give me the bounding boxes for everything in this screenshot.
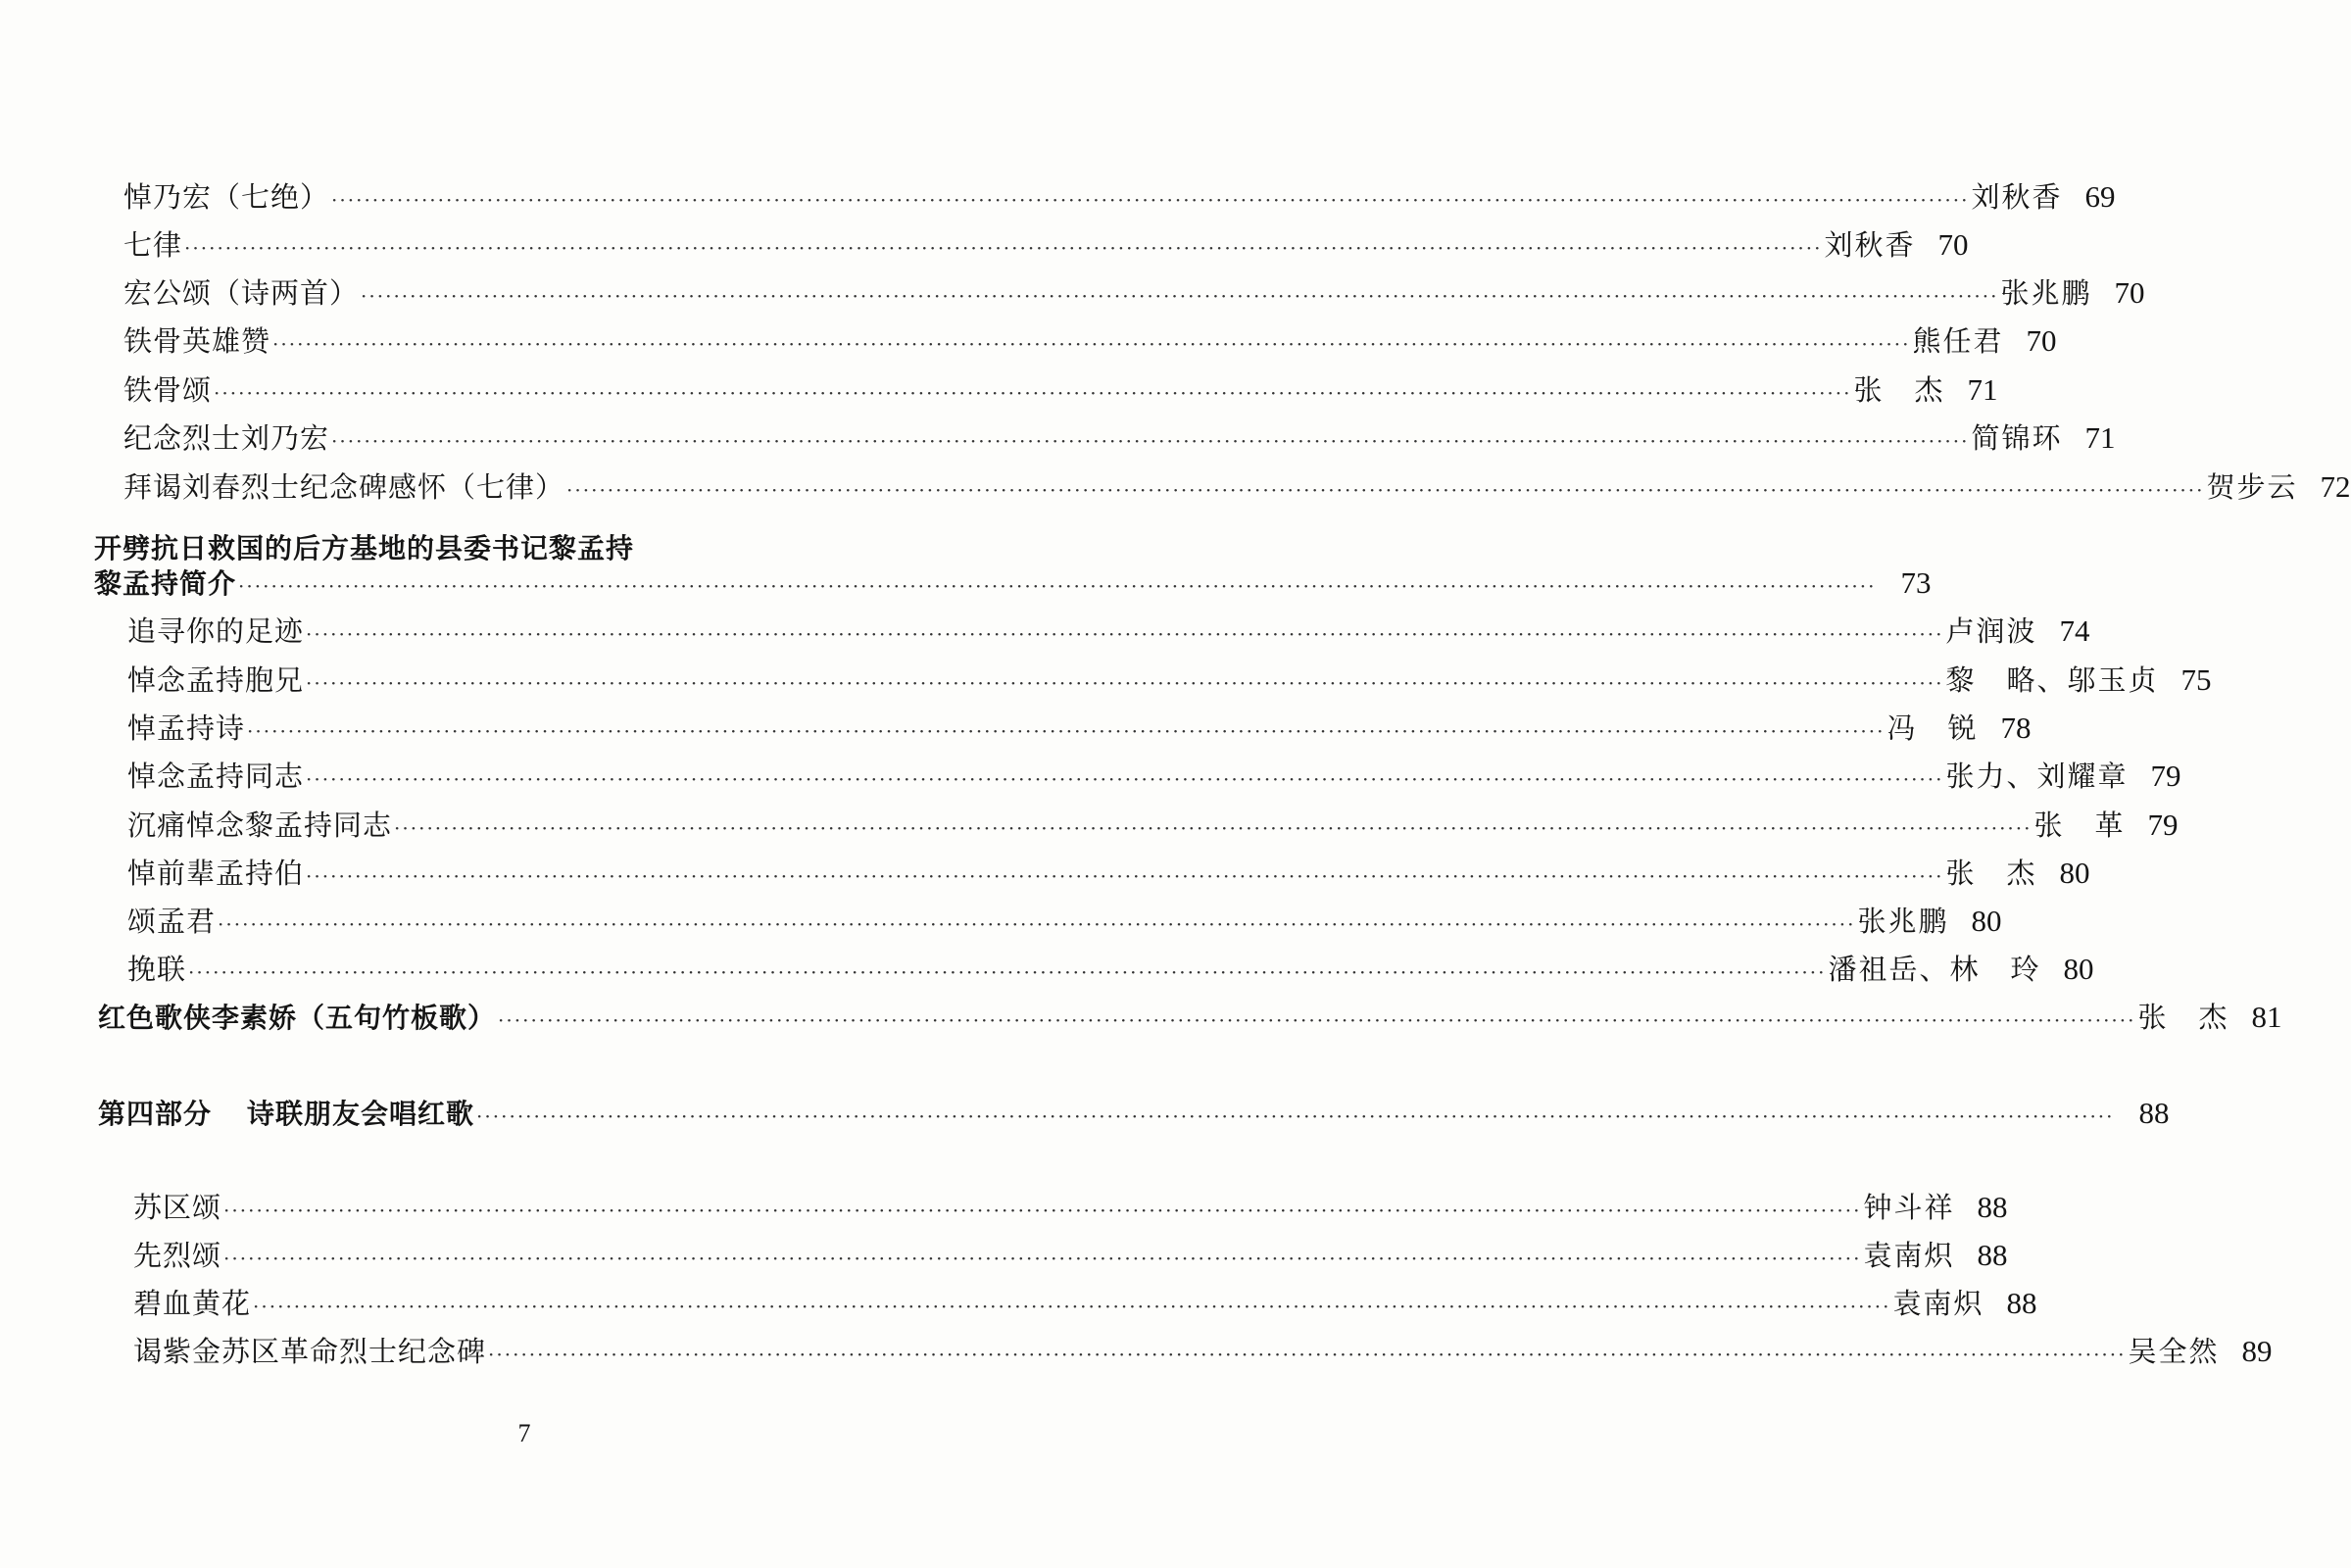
dot-leader: ········································································································································································································	[238, 574, 1877, 598]
entry-author: 冯 锐	[1886, 711, 1979, 745]
dot-leader: ········································································································································································································	[306, 622, 1944, 646]
dot-leader: ········································································································································································································	[214, 381, 1852, 405]
dot-leader: ········································································································································································································	[361, 284, 1999, 308]
toc-entry	[94, 564, 1932, 606]
dot-leader: ········································································································································································································	[306, 864, 1944, 888]
entry-title: 拜谒刘春烈士纪念碑感怀（七律）	[123, 470, 565, 504]
toc-entry	[127, 612, 2090, 654]
entry-page: 74	[2059, 613, 2090, 648]
entry-title: 悼孟持诗	[127, 711, 246, 745]
toc-entry	[123, 177, 2116, 220]
section-part: 第四部分	[98, 1098, 213, 1130]
dot-leader: ········································································································································································································	[247, 719, 1886, 743]
entry-page: 70	[2026, 323, 2057, 358]
entry-title: 铁骨颂	[123, 373, 213, 407]
entry-page: 88	[1977, 1238, 2008, 1272]
toc-entry	[127, 902, 2002, 944]
toc-entry	[98, 998, 2282, 1040]
entry-title: 铁骨英雄赞	[123, 324, 271, 358]
toc-entry	[127, 661, 2212, 703]
entry-page: 73	[1900, 565, 1932, 600]
entry-title: 黎孟持简介	[94, 567, 237, 600]
dot-leader: ········································································································································································································	[306, 767, 1944, 791]
toc-entry	[127, 854, 2090, 896]
entry-author: 张 杰	[1945, 857, 2037, 890]
entry-author: 张力、刘耀章	[1945, 760, 2129, 793]
toc-entry	[133, 1332, 2273, 1374]
entry-page: 79	[2147, 808, 2179, 842]
entry-author: 刘秋香	[1824, 228, 1916, 262]
dot-leader: ········································································································································································································	[331, 429, 1970, 453]
toc-entry	[127, 950, 2094, 992]
toc-entry	[133, 1284, 2037, 1326]
entry-title: 纪念烈士刘乃宏	[123, 421, 330, 455]
toc-entry	[123, 370, 1998, 413]
dot-leader: ········································································································································································································	[306, 671, 1944, 695]
entry-page: 70	[1937, 227, 1969, 262]
entry-page: 71	[2084, 420, 2116, 455]
entry-author: 张兆鹏	[1857, 905, 1949, 938]
section-name: 诗联朋友会唱红歌	[247, 1098, 475, 1130]
entry-page: 80	[1971, 904, 2002, 938]
entry-author: 张 革	[2033, 808, 2126, 842]
section-title	[98, 1095, 474, 1134]
entry-title: 苏区颂	[133, 1191, 222, 1224]
entry-page: 71	[1967, 372, 1998, 407]
toc-entry	[127, 757, 2181, 799]
entry-page: 70	[2114, 275, 2145, 310]
dot-leader: ········································································································································································································	[223, 1199, 1862, 1222]
dot-leader: ········································································································································································································	[488, 1343, 2127, 1366]
entry-author: 卢润波	[1945, 614, 2037, 648]
entry-author: 张 杰	[1853, 373, 1945, 407]
entry-title: 悼念孟持同志	[127, 760, 305, 793]
section-heading	[98, 1094, 2170, 1136]
toc-entry	[123, 418, 2116, 461]
entry-author: 贺步云	[2206, 470, 2298, 504]
entry-author: 张兆鹏	[2000, 276, 2092, 310]
entry-page: 69	[2084, 179, 2116, 214]
dot-leader: ········································································································································································································	[188, 960, 1827, 984]
entry-page: 88	[2138, 1096, 2170, 1130]
entry-author: 简锦环	[1971, 421, 2063, 455]
entry-title: 红色歌侠李素娇（五句竹板歌）	[98, 1002, 497, 1034]
entry-title: 碧血黄花	[133, 1287, 252, 1320]
entry-title: 颂孟君	[127, 905, 217, 938]
entry-page: 72	[2320, 469, 2351, 504]
entry-page: 89	[2241, 1334, 2273, 1368]
entry-author: 潘祖岳、林 玲	[1828, 953, 2041, 986]
dot-leader: ········································································································································································································	[184, 236, 1823, 260]
entry-page: 78	[2000, 710, 2032, 745]
entry-author: 袁南炽	[1863, 1239, 1955, 1272]
dot-leader: ········································································································································································································	[394, 816, 2033, 840]
entry-page: 79	[2150, 759, 2181, 793]
toc-entry	[127, 709, 2032, 751]
toc-entry	[123, 467, 2351, 510]
entry-title: 宏公颂（诗两首）	[123, 276, 360, 310]
entry-author: 张 杰	[2137, 1001, 2229, 1034]
entry-author: 黎 略、邬玉贞	[1945, 663, 2159, 697]
entry-page: 80	[2059, 856, 2090, 890]
chapter-heading: 开劈抗日救国的后方基地的县委书记黎孟持	[94, 532, 635, 564]
toc-entry	[133, 1236, 2008, 1278]
toc-entry	[127, 806, 2179, 848]
entry-title: 悼念孟持胞兄	[127, 663, 305, 697]
dot-leader: ········································································································································································································	[498, 1008, 2136, 1032]
entry-title: 七律	[123, 228, 183, 262]
dot-leader: ········································································································································································································	[331, 188, 1970, 212]
entry-title: 谒紫金苏区革命烈士纪念碑	[133, 1335, 487, 1368]
entry-page: 81	[2251, 1000, 2282, 1034]
toc-entry	[123, 321, 2057, 364]
dot-leader: ········································································································································································································	[253, 1295, 1891, 1318]
dot-leader: ········································································································································································································	[223, 1247, 1862, 1270]
entry-author: 吴全然	[2128, 1335, 2220, 1368]
entry-title: 悼乃宏（七绝）	[123, 180, 330, 214]
entry-author: 袁南炽	[1892, 1287, 1984, 1320]
entry-title: 沉痛悼念黎孟持同志	[127, 808, 393, 842]
entry-author: 熊任君	[1912, 324, 2004, 358]
entry-title: 挽联	[127, 953, 187, 986]
entry-author: 钟斗祥	[1863, 1191, 1955, 1224]
entry-page: 75	[2180, 662, 2212, 697]
dot-leader: ········································································································································································································	[272, 332, 1911, 356]
entry-author: 刘秋香	[1971, 180, 2063, 214]
dot-leader: ········································································································································································································	[566, 478, 2205, 502]
dot-leader: ········································································································································································································	[476, 1104, 2115, 1128]
entry-page: 88	[2006, 1286, 2037, 1320]
entry-title: 悼前辈孟持伯	[127, 857, 305, 890]
entry-title: 先烈颂	[133, 1239, 222, 1272]
entry-page: 88	[1977, 1190, 2008, 1224]
entry-title: 追寻你的足迹	[127, 614, 305, 648]
toc-entry	[133, 1188, 2008, 1230]
toc-entry	[123, 273, 2145, 316]
page-number: 7	[517, 1419, 531, 1447]
entry-page: 80	[2063, 952, 2094, 986]
toc-entry	[123, 225, 1969, 268]
dot-leader: ········································································································································································································	[218, 912, 1856, 936]
